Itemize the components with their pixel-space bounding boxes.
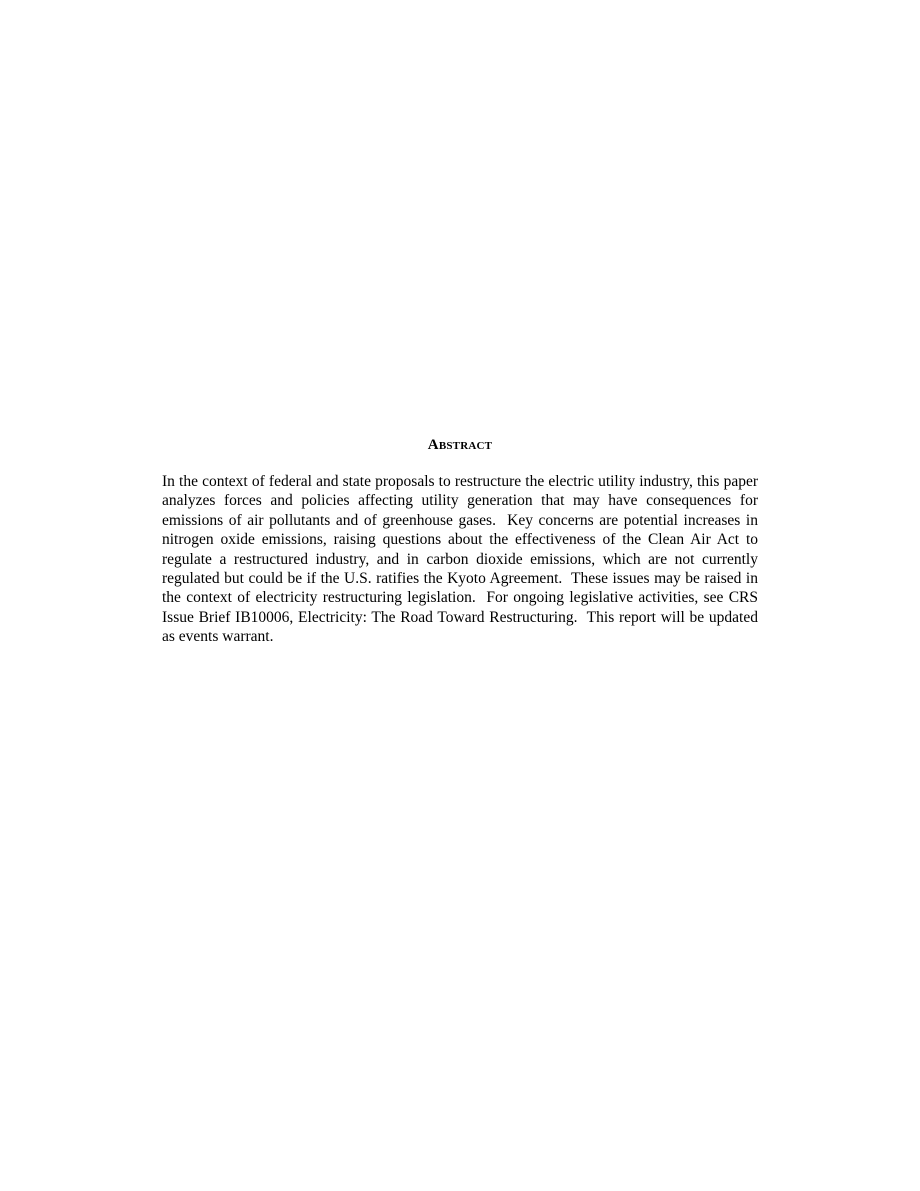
abstract-body: In the context of federal and state proposals to restructure the electric utility industry, this paper analyzes forces and policies affecting utility generation that may have consequences for emissions of air pollutants and of greenhouse gases. Key concerns are potential increases in nitrogen oxide emissions, raising questions about the effectiveness of the Clean Air Act to regulate a restructured industry, and in carbon dioxide emissions, which are not currently regulated but could be if the U.S. ratifies the Kyoto Agreement. These issues may be raised in the context of electricity restructuring legislation. For ongoing legislative activities, see CRS Issue Brief IB10006, Electricity: The Road Toward Restructuring. This report will be updated as events warrant. <box>162 473 762 646</box>
abstract-heading: Abstract <box>427 437 493 453</box>
abstract-section <box>162 434 762 647</box>
